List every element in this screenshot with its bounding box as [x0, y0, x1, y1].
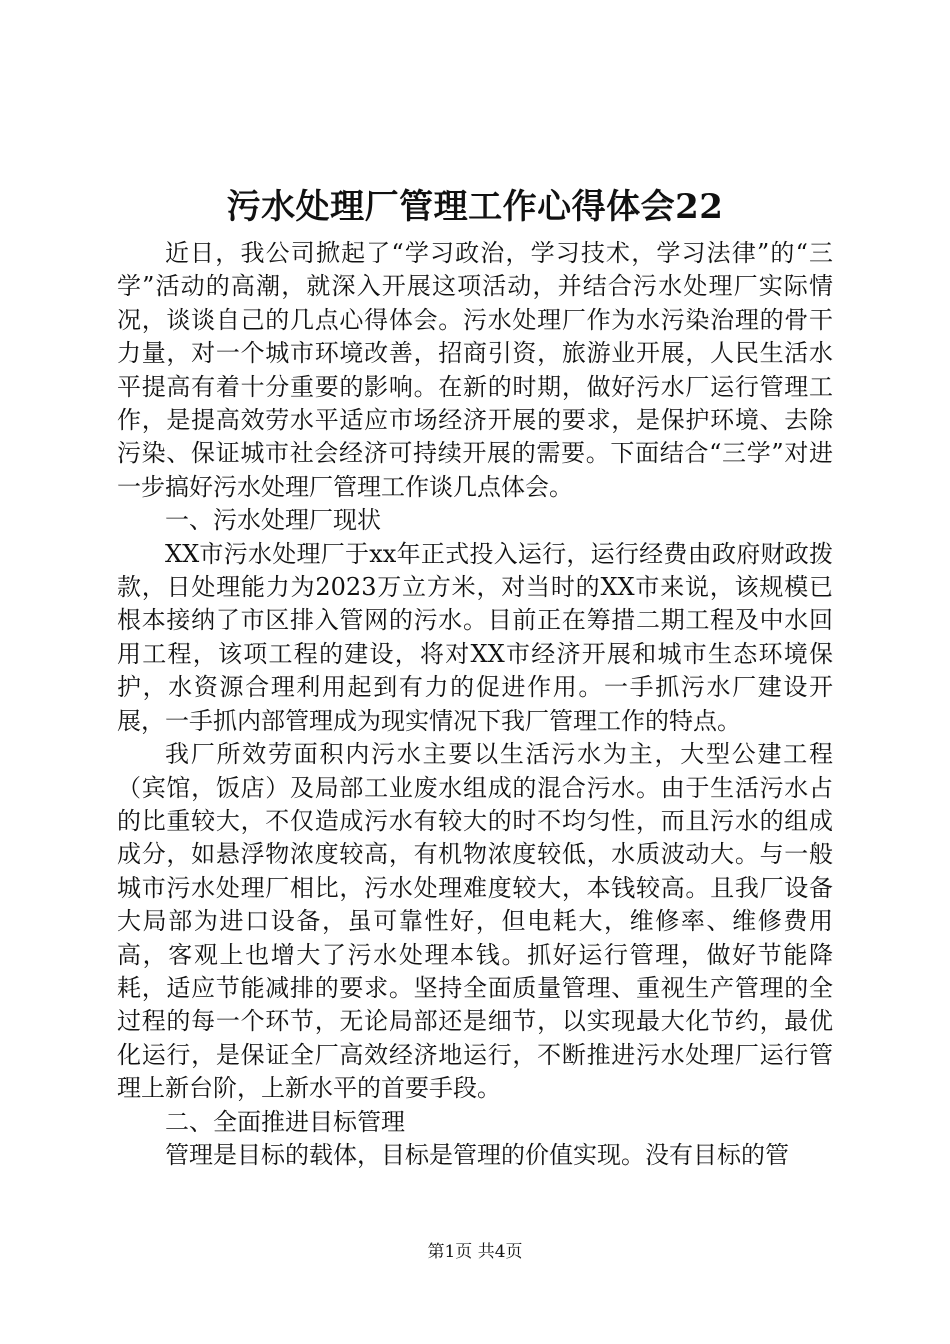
page-footer: 第1页 共4页 [427, 1242, 523, 1262]
document-body [117, 237, 833, 1172]
document-title: 污水处理厂管理工作心得体会22 [226, 187, 724, 227]
paragraph-target-management: 管理是目标的载体，目标是管理的价值实现。没有目标的管 [165, 1140, 789, 1169]
paragraph-wastewater: 我厂所效劳面积内污水主要以生活污水为主，大型公建工程（宾馆，饭店）及局部工业废水组成的混合污水。由于生活污水占的比重较大，不仅造成污水有较大的时不均匀性，而且污水的组成成分，如悬浮物浓度较高，有机物浓度较低，水质波动大。与一般城市污水处理厂相比，污水处理难度较大，本钱较高。且我厂设备大局部为进口设备，虽可靠性好，但电耗大，维修率、维修费用高，客观上也增大了污水处理本钱。抓好运行管理，做好节能降耗，适应节能减排的要求。坚持全面质量管理、重视生产管理的全过程的每一个环节，无论局部还是细节，以实现最大化节约，最优化运行，是保证全厂高效经济地运行，不断推进污水处理厂运行管理上新台阶，上新水平的首要手段。 [117, 740, 833, 1103]
section-heading-1: 一、污水处理厂现状 [165, 506, 381, 535]
paragraph-status: XX市污水处理厂于xx年正式投入运行，运行经费由政府财政拨款，日处理能力为2023万立方米，对当时的XX市来说，该规模已根本接纳了市区排入管网的污水。目前正在筹措二期工程及中水回用工程，该项工程的建设，将对XX市经济开展和城市生态环境保护，水资源合理利用起到有力的促进作用。一手抓污水厂建设开展，一手抓内部管理成为现实情况下我厂管理工作的特点。 [117, 539, 833, 735]
section-heading-2: 二、全面推进目标管理 [165, 1107, 405, 1136]
paragraph-intro: 近日，我公司掀起了“学习政治，学习技术，学习法律”的“三学”活动的高潮，就深入开展这项活动，并结合污水处理厂实际情况，谈谈自己的几点心得体会。污水处理厂作为水污染治理的骨干力量，对一个城市环境改善，招商引资，旅游业开展，人民生活水平提高有着十分重要的影响。在新的时期，做好污水厂运行管理工作，是提高效劳水平适应市场经济开展的要求，是保护环境、去除污染、保证城市社会经济可持续开展的需要。下面结合“三学”对进一步搞好污水处理厂管理工作谈几点体会。 [117, 239, 833, 501]
